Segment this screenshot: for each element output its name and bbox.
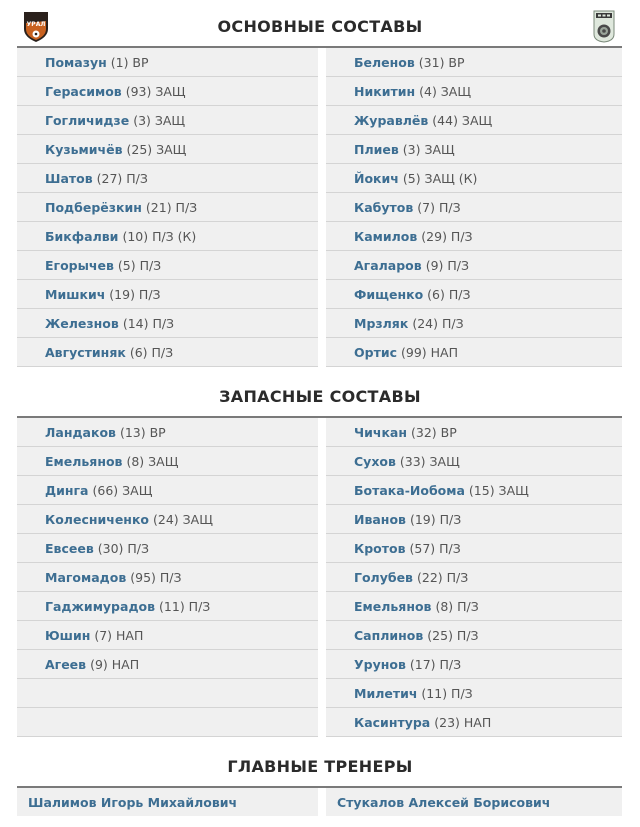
player-number-position: (44) ЗАЩ [432,112,493,128]
player-name-link[interactable]: Кузьмичёв [45,141,123,157]
player-number-position: (5) ЗАЩ (К) [402,170,478,186]
player-row [17,251,318,280]
player-row [326,650,622,679]
player-name-link[interactable]: Евсеев [45,540,94,556]
empty-player-row [17,708,318,737]
player-number-position: (24) П/З [412,315,464,331]
home-head-coach[interactable]: Шалимов Игорь Михайлович [17,788,318,816]
player-number-position: (3) ЗАЩ [402,141,455,157]
player-number-position: (8) ЗАЩ [126,453,179,469]
player-number-position: (93) ЗАЩ [125,83,186,99]
player-name-link[interactable]: Камилов [354,228,418,244]
player-name-link[interactable]: Бикфалви [45,228,119,244]
player-row [326,222,622,251]
player-number-position: (9) НАП [90,656,140,672]
player-row [326,280,622,309]
player-number-position: (5) П/З [117,257,162,273]
player-row [17,193,318,222]
player-name-link[interactable]: Голубев [354,569,413,585]
player-name-link[interactable]: Саплинов [354,627,424,643]
player-number-position: (11) П/З [159,598,211,614]
player-number-position: (19) П/З [409,511,462,527]
player-row [17,48,318,77]
player-number-position: (32) ВР [411,424,457,440]
player-number-position: (25) П/З [427,627,479,643]
player-number-position: (23) НАП [434,714,492,730]
player-row [326,193,622,222]
player-number-position: (30) П/З [97,540,149,556]
player-row [17,505,318,534]
player-number-position: (99) НАП [401,344,458,360]
player-name-link[interactable]: Ландаков [45,424,116,440]
player-number-position: (24) ЗАЩ [153,511,213,527]
player-name-link[interactable]: Егорычев [45,257,114,273]
player-number-position: (21) П/З [145,199,198,215]
player-name-link[interactable]: Касинтура [354,714,431,730]
player-row [326,563,622,592]
player-name-link[interactable]: Сухов [354,453,396,469]
player-number-position: (3) ЗАЩ [133,112,186,128]
player-name-link[interactable]: Герасимов [45,83,122,99]
player-number-position: (7) НАП [94,627,144,643]
player-number-position: (17) П/З [409,656,462,672]
home-main-lineup [17,48,318,367]
player-row [17,338,318,367]
player-number-position: (1) ВР [110,54,149,70]
player-number-position: (57) П/З [409,540,461,556]
player-row [326,418,622,447]
player-row [326,476,622,505]
player-row [326,77,622,106]
player-name-link[interactable]: Емельянов [354,598,432,614]
player-row [326,164,622,193]
player-row [326,534,622,563]
player-number-position: (10) П/З (К) [122,228,197,244]
player-number-position: (6) П/З [129,344,174,360]
player-name-link[interactable]: Гогличидзе [45,112,130,128]
empty-player-row [17,679,318,708]
player-name-link[interactable]: Агеев [45,656,87,672]
player-name-link[interactable]: Урунов [354,656,406,672]
player-number-position: (14) П/З [122,315,175,331]
player-row [17,135,318,164]
away-main-lineup [326,48,622,367]
player-row [17,592,318,621]
player-row [326,592,622,621]
player-name-link[interactable]: Кротов [354,540,406,556]
player-name-link[interactable]: Никитин [354,83,416,99]
player-name-link[interactable]: Емельянов [45,453,123,469]
player-number-position: (25) ЗАЩ [126,141,187,157]
player-number-position: (66) ЗАЩ [92,482,153,498]
player-row [326,309,622,338]
player-name-link[interactable]: Гаджимурадов [45,598,156,614]
section-title-main-lineups: ОСНОВНЫЕ СОСТАВЫ [217,17,423,36]
player-name-link[interactable]: Юшин [45,627,91,643]
player-name-link[interactable]: Чичкан [354,424,407,440]
player-row [17,164,318,193]
player-row [326,447,622,476]
player-row [17,650,318,679]
player-row [17,106,318,135]
player-row [326,135,622,164]
player-name-link[interactable]: Ботака-Иобома [354,482,465,498]
player-name-link[interactable]: Беленов [354,54,415,70]
player-row [326,251,622,280]
player-row [326,621,622,650]
player-row [326,708,622,737]
player-name-link[interactable]: Фищенко [354,286,424,302]
player-row [17,77,318,106]
player-row [17,418,318,447]
player-name-link[interactable]: Колесниченко [45,511,150,527]
player-number-position: (11) П/З [421,685,473,701]
player-number-position: (9) П/З [425,257,469,273]
player-name-link[interactable]: Кабутов [354,199,414,215]
player-row [17,476,318,505]
section-title-substitutes: ЗАПАСНЫЕ СОСТАВЫ [219,387,421,406]
player-number-position: (29) П/З [421,228,473,244]
player-name-link[interactable]: Йокич [354,170,399,186]
player-name-link[interactable]: Шатов [45,170,93,186]
player-row [17,309,318,338]
player-row [17,563,318,592]
player-number-position: (33) ЗАЩ [399,453,460,469]
player-name-link[interactable]: Ортис [354,344,397,360]
player-name-link[interactable]: Августиняк [45,344,126,360]
player-name-link[interactable]: Магомадов [45,569,127,585]
player-number-position: (31) ВР [418,54,465,70]
player-name-link[interactable]: Помазун [45,54,107,70]
player-name-link[interactable]: Динга [45,482,89,498]
player-number-position: (15) ЗАЩ [468,482,529,498]
player-name-link[interactable]: Журавлёв [354,112,429,128]
player-name-link[interactable]: Мрзляк [354,315,409,331]
player-row [17,447,318,476]
player-number-position: (8) П/З [435,598,479,614]
section-title-head-coaches: ГЛАВНЫЕ ТРЕНЕРЫ [227,757,413,776]
home-substitutes [17,418,318,737]
svg-text:УРАЛ: УРАЛ [26,21,46,28]
player-number-position: (27) П/З [96,170,148,186]
player-name-link[interactable]: Иванов [354,511,406,527]
player-row [326,48,622,77]
player-number-position: (19) П/З [109,286,161,302]
player-row [17,621,318,650]
player-number-position: (95) П/З [130,569,182,585]
player-number-position: (7) П/З [417,199,461,215]
player-number-position: (4) ЗАЩ [419,83,472,99]
player-row [326,679,622,708]
player-name-link[interactable]: Агаларов [354,257,422,273]
player-row [17,280,318,309]
player-number-position: (13) ВР [119,424,166,440]
player-name-link[interactable]: Милетич [354,685,418,701]
player-row [326,505,622,534]
player-row [17,222,318,251]
player-name-link[interactable]: Мишкич [45,286,106,302]
away-head-coach[interactable]: Стукалов Алексей Борисович [326,788,622,816]
player-row [326,338,622,367]
player-number-position: (22) П/З [416,569,469,585]
player-row [17,534,318,563]
player-name-link[interactable]: Подберёзкин [45,199,142,215]
player-row [326,106,622,135]
player-name-link[interactable]: Плиев [354,141,399,157]
away-substitutes [326,418,622,737]
player-name-link[interactable]: Железнов [45,315,119,331]
player-number-position: (6) П/З [427,286,471,302]
